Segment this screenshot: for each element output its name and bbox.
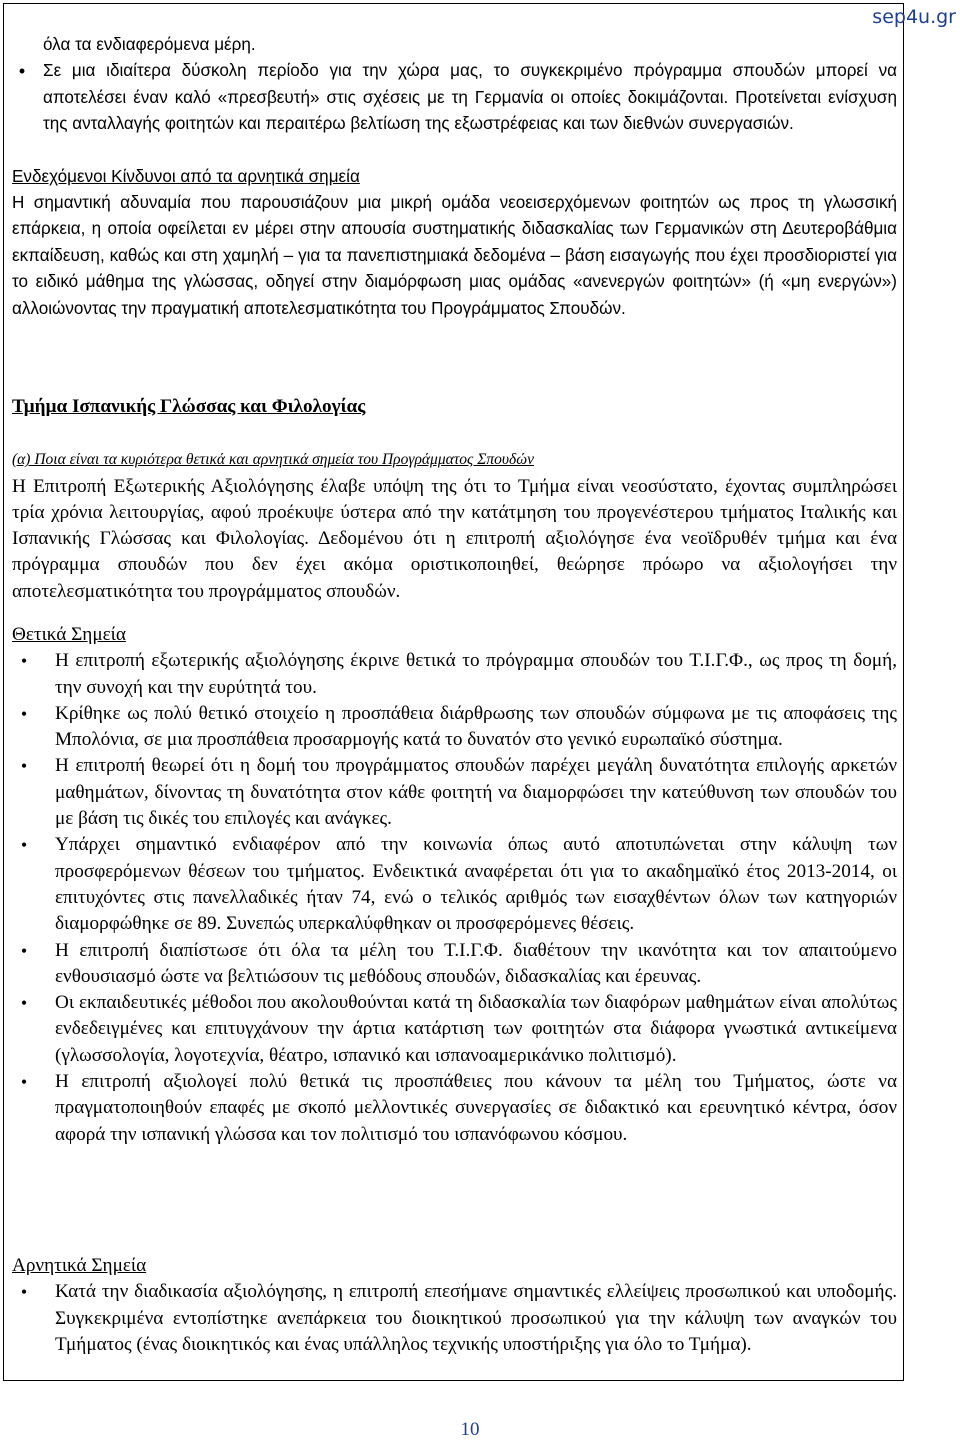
list-item: [12, 1279, 897, 1358]
continuation-line: όλα τα ενδιαφερόμενα μέρη.: [43, 35, 256, 54]
list-item: [12, 832, 897, 937]
list-item-text: Σε μια ιδιαίτερα δύσκολη περίοδο για την χώρα μας, το συγκεκριμένο πρόγραμμα σπουδών μπορεί να αποτελέσει έναν καλό «πρεσβευτή» στις σχέσεις με τη Γερμανία οι οποίες δοκιμάζονται. Προτείνεται ενίσχυση της ανταλλαγής φοιτητών και περαιτέρω βελτίωση της εξωστρέφειας και των διεθνών συνεργασιών.: [43, 61, 897, 134]
bullet-icon: •: [20, 1282, 28, 1303]
risks-title: Ενδεχόμενοι Κίνδυνοι από τα αρνητικά σημεία: [12, 166, 360, 186]
list-item: [12, 701, 897, 754]
bullet-icon: •: [18, 61, 26, 82]
top-bullet-list: [12, 58, 897, 137]
list-item: [12, 938, 897, 991]
list-item-text: Η επιτροπή εξωτερικής αξιολόγησης έκρινε θετικά το πρόγραμμα σπουδών του Τ.Ι.Γ.Φ., ως προς τη δομή, την συνοχή και την ευρύτητά του.: [55, 650, 897, 698]
bullet-icon: •: [20, 1072, 28, 1093]
page-number: 10: [460, 1419, 480, 1440]
positive-title: Θετικά Σημεία: [12, 624, 126, 645]
bullet-icon: •: [20, 940, 28, 961]
list-item: [12, 1069, 897, 1148]
risks-text: Η σημαντική αδυναμία που παρουσιάζουν μια μικρή ομάδα νεοεισερχόμενων φοιτητών ως προς τη γλωσσική επάρκεια, η οποία οφείλεται εν μέρει στην απουσία συστηματικής διδασκαλίας των Γερμανικών στη Δευτεροβάθμια εκπαίδευση, καθώς και στη χαμηλή – για τα πανεπιστημιακά δεδομένα – βάση εισαγωγής που έχει προσδιοριστεί για το ειδικό μάθημα της γλώσσας, οδηγεί στην διαμόρφωση μιας ομάδας «ανενεργών φοιτητών» (ή «μη ενεργών») αλλοιώνοντας την πραγματική αποτελεσματικότητα του Προγράμματος Σπουδών.: [12, 193, 897, 318]
list-item-text: Κρίθηκε ως πολύ θετικό στοιχείο η προσπάθεια διάρθρωσης των σπουδών σύμφωνα με τις αποφάσεις της Μπολόνια, σε μια προσπάθεια προσαρμογής κατά το δυνατόν στο γενικό ευρωπαϊκό σύστημα.: [55, 702, 897, 751]
positive-section: [12, 622, 897, 1148]
department-title: Τμήμα Ισπανικής Γλώσσας και Φιλολογίας: [12, 396, 366, 417]
department-intro: Η Επιτροπή Εξωτερικής Αξιολόγησης έλαβε υπόψη της ότι το Τμήμα είναι νεοσύστατο, έχοντας συμπληρώσει τρία χρόνια λειτουργίας, αφού προέκυψε ύστερα από την κατάτμηση του προγενέστερου τμήματος Ιταλικής και Ισπανικής Γλώσσας και Φιλολογίας. Δεδομένου ότι η επιτροπή αξιολόγησε ένα νεοϊδρυθέν τμήμα και ένα πρόγραμμα σπουδών που δεν έχει ακόμα οριστικοποιηθεί, θεώρησε πρόωρο να αξιολογήσει την αποτελεσματικότητα του προγράμματος σπουδών.: [12, 475, 897, 602]
list-item-text: Οι εκπαιδευτικές μέθοδοι που ακολουθούνται κατά τη διδασκαλία των διαφόρων μαθημάτων είναι απολύτως ενδεδειγμένες και επιτυγχάνουν την άρτια κατάρτιση των φοιτητών στα διάφορα γνωστικά αντικείμενα (γλωσσολογία, λογοτεχνία, θέατρο, ισπανικό και ισπανοαμερικάνικο πολιτισμό).: [55, 992, 897, 1066]
bullet-icon: •: [20, 835, 28, 856]
negative-section: [12, 1253, 897, 1358]
negative-list: [12, 1279, 897, 1358]
list-item-text: Η επιτροπή διαπίστωσε ότι όλα τα μέλη του Τ.Ι.Γ.Φ. διαθέτουν την ικανότητα και τον απαιτούμενο ενθουσιασμό ώστε να βελτιώσουν τις μεθόδους σπουδών, διδασκαλίας και έρευνας.: [55, 939, 897, 987]
list-item-text: Υπάρχει σημαντικό ενδιαφέρον από την κοινωνία όπως αυτό αποτυπώνεται στην κάλυψη των προσφερόμενων θέσεων του τμήματος. Ενδεικτικά αναφέρεται ότι για το ακαδημαϊκό έτος 2013-2014, οι επιτυχόντες στις πανελλαδικές ήταν 74, ενώ ο τελικός αριθμός των εισαχθέντων όλων των κατηγοριών διαμορφώθηκε σε 89. Συνεπώς υπερκαλύφθηκαν οι προσφερόμενες θέσεις.: [55, 834, 897, 935]
list-item: [12, 990, 897, 1069]
bullet-icon: •: [20, 703, 28, 724]
list-item-text: Η επιτροπή αξιολογεί πολύ θετικά τις προσπάθειες που κάνουν τα μέλη του Τμήματος, ώστε να πραγματοποιηθούν επαφές με σκοπό μελλοντικές συνεργασίες σε διδακτικό και ερευνητικό κέντρα, όσον αφορά την ισπανική γλώσσα και τον πολιτισμό του ισπανόφωνου κόσμου.: [55, 1071, 897, 1145]
bullet-icon: •: [20, 993, 28, 1014]
bullet-icon: •: [20, 651, 28, 672]
list-item-text: Κατά την διαδικασία αξιολόγησης, η επιτροπή επεσήμανε σημαντικές ελλείψεις προσωπικού και υποδομής. Συγκεκριμένα εντοπίστηκε ανεπάρκεια του διοικητικού προσωπικού για την κάλυψη των αναγκών του Τμήματος (ένας διοικητικός και ένας υπάλληλος τεχνικής υποστήριξης για όλο το Τμήμα).: [55, 1281, 897, 1355]
watermark: sep4u.gr: [872, 6, 956, 28]
bullet-icon: •: [20, 756, 28, 777]
list-item: [12, 753, 897, 832]
list-item: [12, 58, 897, 137]
positive-list: [12, 648, 897, 1148]
negative-title: Αρνητικά Σημεία: [12, 1255, 147, 1276]
top-section: [12, 32, 897, 322]
question-line: (α) Ποια είναι τα κυριότερα θετικά και αρνητικά σημεία του Προγράμματος Σπουδών: [12, 451, 534, 469]
department-section: [12, 394, 897, 605]
list-item-text: Η επιτροπή θεωρεί ότι η δομή του προγράμματος σπουδών παρέχει μεγάλη δυνατότητα επιλογής αρκετών μαθημάτων, δίνοντας τη δυνατότητα στον κάθε φοιτητή να διαμορφώσει την κατεύθυνση των σπουδών του με βάση τις δικές του επιλογές και ανάγκες.: [55, 755, 897, 830]
list-item: [12, 648, 897, 701]
